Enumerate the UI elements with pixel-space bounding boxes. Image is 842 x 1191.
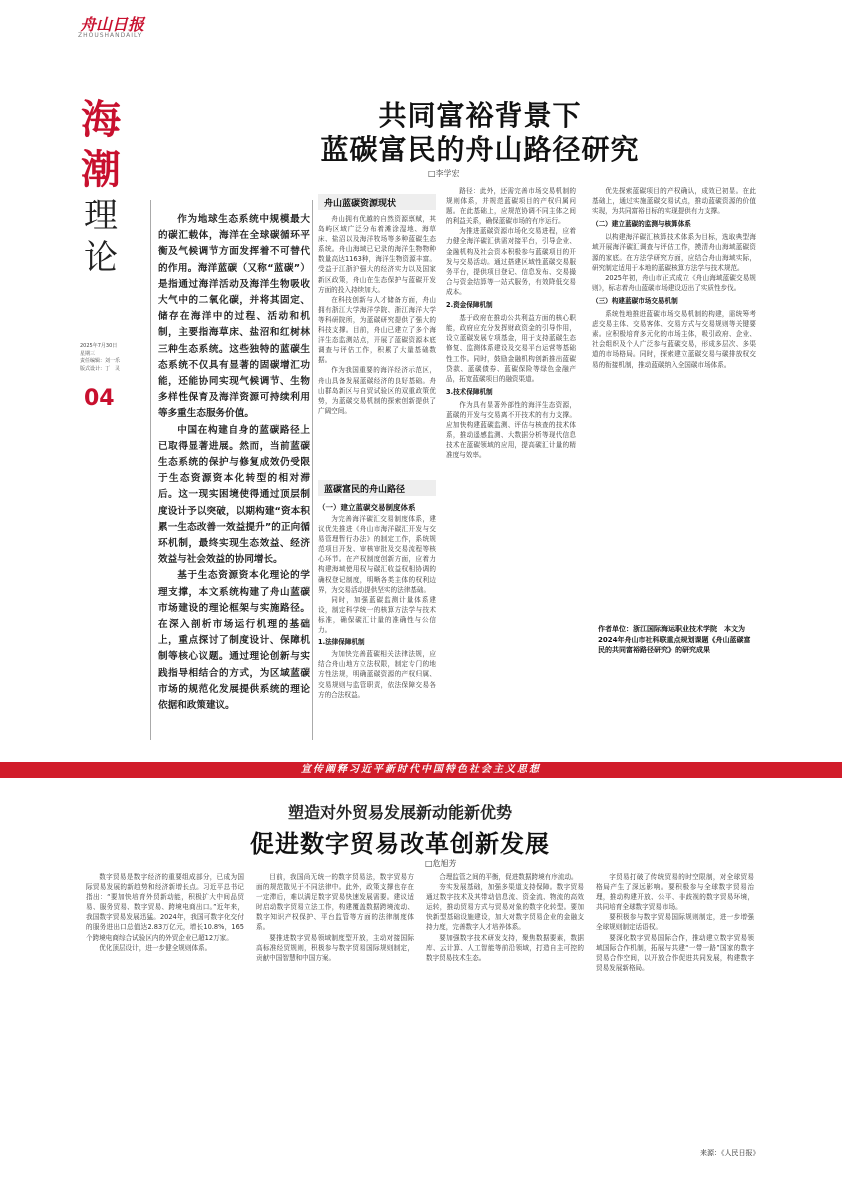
body-paragraph: 要深化数字贸易国际合作，推动建立数字贸易领域国际合作机制，拓展与共建“一带一路”国家的数字贸易合作空间，以开放合作促进共同发展，构建数字贸易发展新格局。 — [596, 933, 754, 972]
body-paragraph: 字贸易打破了传统贸易的时空限制，对全球贸易格局产生了深远影响。要积极参与全球数字贸易治理，推动构建开放、公平、非歧视的数字贸易环境，共同培育全球数字贸易市场。 — [596, 873, 754, 912]
body-paragraph: 优先探索蓝碳项目的产权确认，成效已初显。在此基础上，通过实施蓝碳交易试点，推动蓝碳资源的价值实现，为共同富裕目标的实现提供有力支撑。 — [592, 187, 756, 216]
date-line: 2025年7月30日 — [80, 343, 118, 349]
article1-byline: □李学宏 — [428, 169, 460, 178]
designer-line: 版式设计：丁 灵 — [80, 365, 121, 372]
weekday-line: 星期三 — [80, 350, 96, 357]
body-paragraph: 数字贸易是数字经济的重要组成部分，已成为国际贸易发展的新趋势和经济新增长点。习近平总书记指出：“要加快培育外贸新动能，积极扩大中间品贸易、服务贸易、数字贸易、跨境电商出口。”近年来，我国数字贸易发展迅猛。2024年，我国可数字化交付的服务进出口总值达2.83万亿元，增长10.8%，165个跨境电商综合试验区内的外贸企业已超12万家。 — [86, 873, 244, 942]
body-paragraph: 基于政府在推动公共利益方面的核心职能，政府应充分发挥财政资金的引导作用，设立蓝碳发展专项基金，用于支持蓝碳生态修复、监测体系建设及交易平台运营等基础性工作。同时，鼓励金融机构创新推出蓝碳贷款、蓝碳债券、蓝碳保险等绿色金融产品，拓宽蓝碳项目的融资渠道。 — [446, 314, 576, 383]
article2-col4 — [596, 872, 754, 1144]
body-paragraph: 合理监管之间的平衡，促进数据跨境有序流动。 — [439, 873, 578, 881]
body-paragraph: 为推进蓝碳资源市场化交易进程，应着力健全海洋碳汇供需对接平台，引导企业、金融机构及社会资本积极参与蓝碳项目的开发与交易活动。通过搭建区域性蓝碳交易服务平台，提供项目登记、信息发布、交易撮合与资金结算等一站式服务，有效降低交易成本。 — [446, 227, 576, 296]
section-char-3: 理 — [84, 196, 118, 236]
article1-title-line1: 共同富裕背景下 — [378, 99, 582, 132]
body-paragraph: 夯实发展基础，加强多渠道支持保障。数字贸易通过数字技术及其带动信息流、资金流、物流的高效运转，推动贸易方式与贸易对象的数字化转型。要加快新型基础设施建设，加大对数字贸易企业的金融支持力度，完善数字人才培养体系。 — [426, 883, 584, 932]
article1-col1-top — [318, 214, 436, 476]
article1-col2 — [446, 186, 576, 754]
article2-col1 — [86, 872, 244, 1150]
section-heading-1: 舟山蓝碳资源现状 — [318, 194, 436, 210]
body-paragraph: 要积极参与数字贸易国际规则制定，进一步增强全球规则制定话语权。 — [596, 913, 754, 932]
body-paragraph: 路径：此外，还需完善市场交易机制的规则体系，并规范蓝碳项目的产权归属问题。在此基础上，应规范协调不同主体之间的利益关系，确保蓝碳市场的有序运行。 — [446, 187, 576, 226]
article2-source: 来源：《人民日报》 — [700, 1149, 760, 1157]
body-paragraph: 舟山拥有优越的自然资源禀赋，其岛屿区域广泛分布着滩涂湿地、海草床、盐沼以及海洋牧场等多种蓝碳生态系统。舟山海域已记录的海洋生物物种数量高达1163种，海洋生物资源丰富。受益于江浙沪强大的经济实力以及国家新区政策，舟山在生态保护与蓝碳开发方面的投入持续加大。 — [318, 215, 436, 294]
article2-col3 — [426, 872, 584, 1150]
body-paragraph: 优化顶层设计，进一步健全规则体系。 — [99, 943, 212, 952]
author-note: 作者单位：浙江国际海运职业技术学院 本文为2024年舟山市社科联重点规划课题《舟山蓝碳富民的共同富裕路径研究》的研究成果 — [598, 625, 751, 655]
abstract-paragraph: 作为地球生态系统中规模最大的碳汇载体，海洋在全球碳循环平衡及气候调节方面发挥着不可替代的作用。海洋蓝碳（又称“蓝碳”）是指通过海洋活动及海洋生物吸收大气中的二氧化碳，并将其固定、储存在海洋中的过程、活动和机制，主要指海草床、盐沼和红树林三种生态系统。这些独特的蓝碳生态系统不仅具有显著的固碳增汇功能，还能协同实现气候调节、生物多样性保育及海洋资源可持续利用等多重生态服务价值。 — [158, 214, 310, 420]
date-block — [80, 343, 126, 373]
body-paragraph: 为完善海洋碳汇交易制度体系，建议优先推进《舟山市海洋碳汇开发与交易管理暂行办法》的制定工作，系统规范项目开发、审核审批及交易流程等核心环节。在产权制度创新方面，应着力构建海域使用权与碳汇收益权相协调的确权登记制度，明晰各类主体的权利边界，为交易活动提供坚实的法律基础。 — [318, 515, 436, 594]
subsection-heading: 1.法律保障机制 — [318, 638, 365, 647]
body-paragraph: 为加快完善蓝碳相关法律法规，应结合舟山地方立法权限，制定专门的地方性法规，明确蓝碳资源的产权归属、交易规则与监管职责，依法保障交易各方的合法权益。 — [318, 650, 436, 699]
subsection-heading: 3.技术保障机制 — [446, 387, 493, 396]
body-paragraph: 要推进数字贸易领域制度型开放，主动对接国际高标准经贸规则，积极参与数字贸易国际规则制定，贡献中国智慧和中国方案。 — [256, 933, 414, 962]
subsection-heading: （一）建立蓝碳交易制度体系 — [318, 503, 416, 512]
article1-abstract — [158, 212, 310, 714]
editor-line: 责任编辑：刘一乐 — [80, 358, 121, 364]
divider — [312, 200, 313, 740]
article2-subtitle: 塑造对外贸易发展新动能新优势 — [287, 803, 512, 822]
section-char-4: 论 — [84, 238, 118, 278]
body-paragraph: 作为我国重要的海洋经济示范区，舟山具备发展蓝碳经济的良好基础。舟山群岛新区与自贸试验区的双重政策优势，为蓝碳交易机制的探索创新提供了广阔空间。 — [318, 366, 436, 415]
abstract-paragraph: 中国在构建自身的蓝碳路径上已取得显著进展。然而，当前蓝碳生态系统的保护与修复成效仍受限于生态资源资本化转型的相对滞后。这一现实困境使得通过顶层制度设计予以突破，以期构建“资本积累一生态改善一效益提升”的正向循环机制，最终实现生态效益、经济效益与社会效益的协同增长。 — [158, 424, 310, 566]
subsection-heading: （二）建立蓝碳的监测与核算体系 — [592, 220, 691, 229]
article1-col1-bottom — [318, 514, 436, 754]
body-paragraph: 2025年初，舟山市正式成立《舟山海域蓝碳交易规则》，标志着舟山蓝碳市场建设迈出了实质性步伐。 — [592, 273, 756, 292]
article2-byline: □危旭芳 — [425, 859, 457, 868]
body-paragraph: 在科技创新与人才储备方面，舟山拥有浙江大学海洋学院、浙江海洋大学等科研院所，为蓝碳研究提供了强大的科技支撑。目前，舟山已建立了多个海洋生态监测站点，开展了蓝碳资源本底调查与评估工作，积累了大量基础数据。 — [318, 295, 436, 365]
article1-col3 — [592, 186, 756, 618]
section-heading-2: 蓝碳富民的舟山路径 — [318, 480, 436, 496]
theme-band-text: 宣传阐释习近平新时代中国特色社会主义思想 — [301, 764, 541, 775]
article2-title: 促进数字贸易改革创新发展 — [250, 830, 550, 858]
divider — [150, 200, 151, 740]
page-number: 04 — [84, 386, 115, 411]
body-paragraph: 以构建海洋碳汇核算技术体系为目标，选取典型海域开展海洋碳汇调查与评估工作，摸清舟山海域蓝碳资源的家底。在方法学研究方面，应结合舟山海域实际，研究制定适用于本地的蓝碳核算方法学与技术规范。 — [592, 233, 756, 272]
article1-title-line2: 蓝碳富民的舟山路径研究 — [320, 133, 640, 166]
body-paragraph: 作为具有显著外部性的海洋生态资源，蓝碳的开发与交易离不开技术的有力支撑。应加快构建蓝碳监测、评估与核查的技术体系，推动遥感监测、大数据分析等现代信息技术在蓝碳领域的应用，提高碳汇计量的精准度与效率。 — [446, 400, 576, 460]
masthead-sub: ZHOUSHANDAILY — [78, 32, 143, 39]
section-char-2: 潮 — [81, 147, 121, 193]
body-paragraph: 同时，加强蓝碳监测计量体系建设，制定科学统一的核算方法学与技术标准，确保碳汇计量的准确性与公信力。 — [318, 595, 436, 635]
abstract-paragraph: 基于生态资源资本化理论的学理支撑，本文系统构建了舟山蓝碳市场建设的理论框架与实施路径。在深入剖析市场运行机理的基础上，重点探讨了制度设计、保障机制等核心议题。通过理论创新与实践指导相结合的方式，为区域蓝碳市场的规范化发展提供系统的理论依据和政策建议。 — [158, 570, 310, 712]
subsection-heading: （三）构建蓝碳市场交易机制 — [592, 296, 678, 305]
body-paragraph: 要加强数字技术研发支持，聚焦数据要素，数据库、云计算、人工智能等前沿领域，打造自主可控的数字贸易技术生态。 — [426, 933, 584, 962]
article2-col2 — [256, 872, 414, 1150]
masthead-logo: 舟山日报 — [80, 15, 145, 34]
body-paragraph: 系统性地推进蓝碳市场交易机制的构建，需统筹考虑交易主体、交易客体、交易方式与交易规则等关键要素。应积极培育多元化的市场主体，吸引政府、企业、社会组织及个人广泛参与蓝碳交易，形成多层次、多渠道的市场格局。同时，探索建立蓝碳交易与碳排放权交易的衔接机制，推动蓝碳纳入全国碳市场体系。 — [592, 310, 756, 369]
body-paragraph: 目前，我国尚无统一的数字贸易法，数字贸易方面的规范散见于不同法律中。此外，政策支撑也存在一定滞后，难以满足数字贸易快速发展需要。建议适时启动数字贸易立法工作，构建覆盖数据跨境流动、数字知识产权保护、平台监管等方面的法律制度体系。 — [256, 873, 414, 932]
section-char-1: 海 — [81, 97, 121, 143]
subsection-heading: 2.资金保障机制 — [446, 301, 493, 310]
